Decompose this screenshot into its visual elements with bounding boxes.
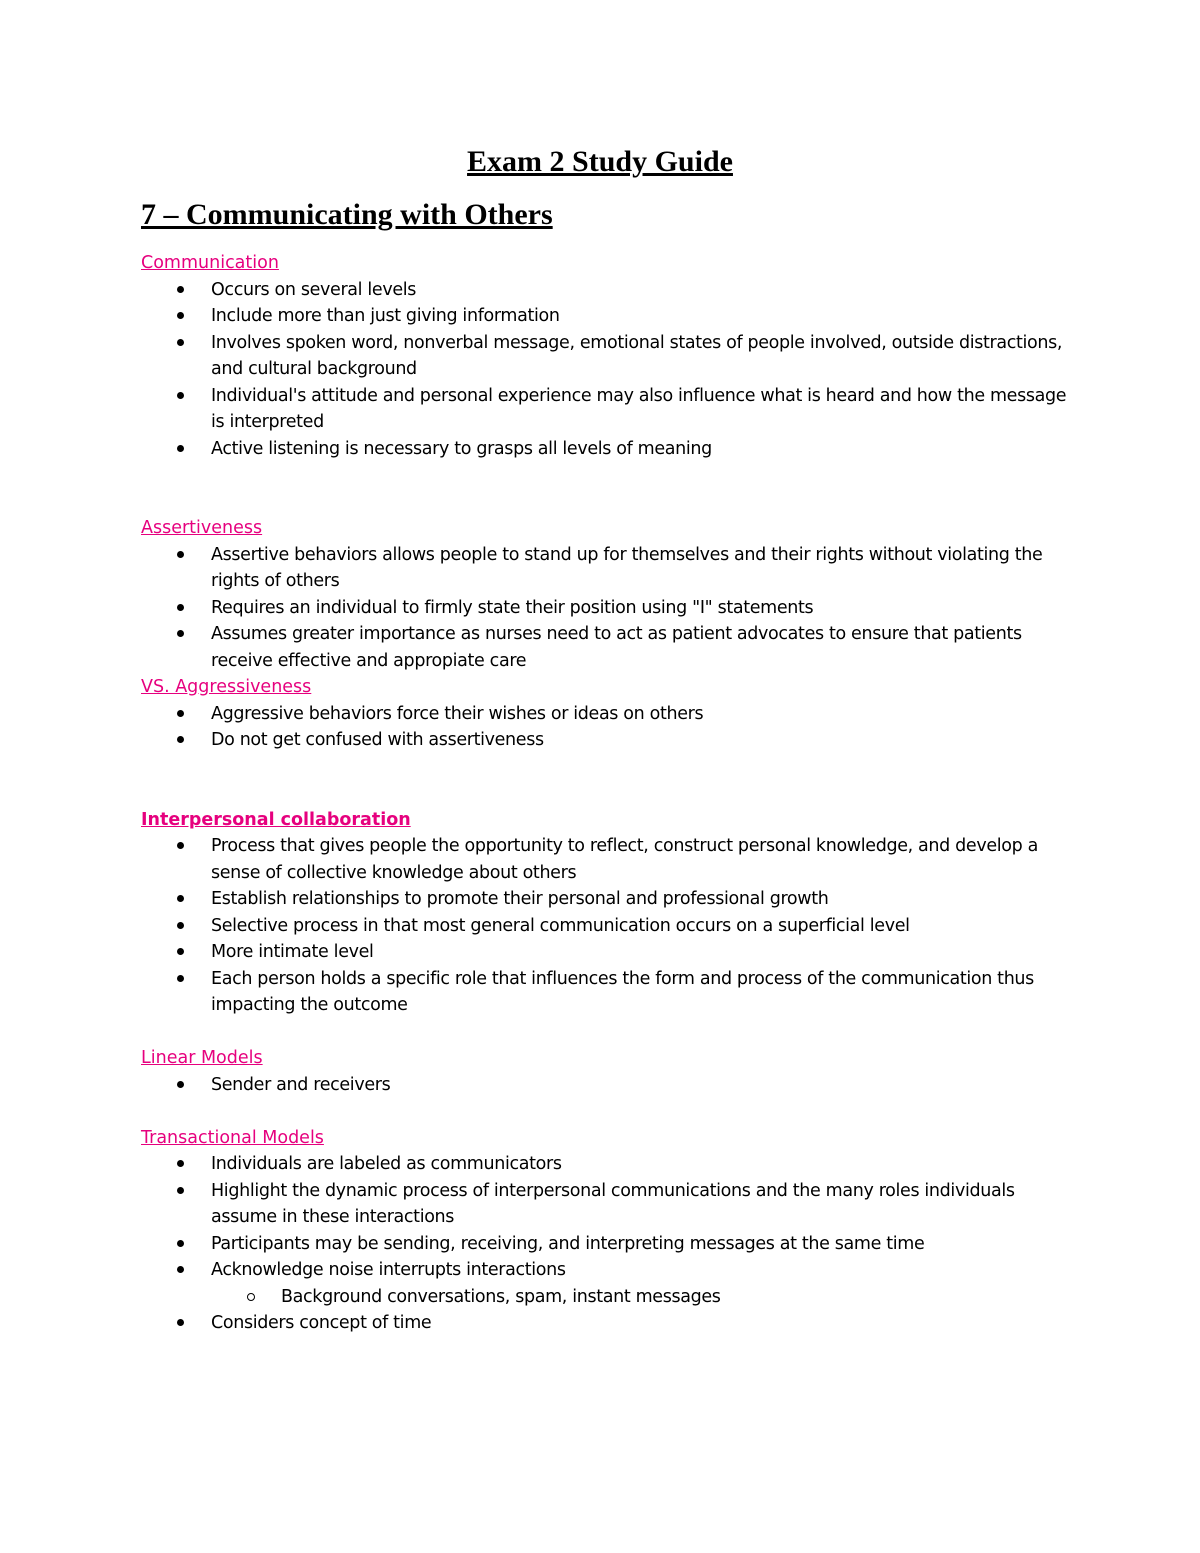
aggressiveness-list bbox=[141, 701, 1071, 754]
chapter-heading: 7 – Communicating with Others bbox=[141, 198, 553, 231]
list-item: Individual's attitude and personal experience may also influence what is heard and how the message is interpreted bbox=[141, 383, 1071, 436]
interpersonal-list bbox=[141, 833, 1071, 1019]
transactional-list bbox=[141, 1151, 1071, 1337]
assertiveness-list bbox=[141, 542, 1071, 675]
section-heading-interpersonal: Interpersonal collaboration bbox=[141, 809, 411, 830]
transactional-sub-list bbox=[211, 1284, 1071, 1311]
list-item: Highlight the dynamic process of interpersonal communications and the many roles individuals assume in these interactions bbox=[141, 1178, 1071, 1231]
list-item: Establish relationships to promote their personal and professional growth bbox=[141, 886, 1071, 913]
section-heading-communication: Communication bbox=[141, 253, 279, 273]
linear-list bbox=[141, 1072, 1071, 1099]
list-item: Acknowledge noise interrupts interactions bbox=[141, 1257, 1071, 1284]
list-item: Requires an individual to firmly state their position using "I" statements bbox=[141, 595, 1071, 622]
list-item: Active listening is necessary to grasps all levels of meaning bbox=[141, 436, 1071, 463]
document-content bbox=[141, 250, 1071, 1337]
list-item: Considers concept of time bbox=[141, 1310, 1071, 1337]
communication-list bbox=[141, 277, 1071, 463]
list-item: More intimate level bbox=[141, 939, 1071, 966]
list-item: Aggressive behaviors force their wishes or ideas on others bbox=[141, 701, 1071, 728]
spacer bbox=[141, 754, 1071, 807]
list-item: Include more than just giving information bbox=[141, 303, 1071, 330]
list-item: Selective process in that most general communication occurs on a superficial level bbox=[141, 913, 1071, 940]
section-heading-transactional: Transactional Models bbox=[141, 1127, 324, 1148]
list-item: Each person holds a specific role that influences the form and process of the communication thus impacting the outcome bbox=[141, 966, 1071, 1019]
section-heading-assertiveness: Assertiveness bbox=[141, 518, 263, 538]
list-item: Process that gives people the opportunity to reflect, construct personal knowledge, and develop a sense of collective knowledge about others bbox=[141, 833, 1071, 886]
section-heading-aggressiveness: VS. Aggressiveness bbox=[141, 677, 312, 697]
list-item: Involves spoken word, nonverbal message, emotional states of people involved, outside distractions, and cultural background bbox=[141, 330, 1071, 383]
list-item: Assertive behaviors allows people to stand up for themselves and their rights without violating the rights of others bbox=[141, 542, 1071, 595]
spacer bbox=[141, 1019, 1071, 1046]
list-item: Do not get confused with assertiveness bbox=[141, 727, 1071, 754]
sub-list-item: Background conversations, spam, instant messages bbox=[211, 1284, 1071, 1311]
list-item: Sender and receivers bbox=[141, 1072, 1071, 1099]
list-item: Assumes greater importance as nurses need to act as patient advocates to ensure that patients receive effective and appropiate care bbox=[141, 621, 1071, 674]
section-heading-linear: Linear Models bbox=[141, 1048, 263, 1068]
list-item: Participants may be sending, receiving, and interpreting messages at the same time bbox=[141, 1231, 1071, 1258]
document-title: Exam 2 Study Guide bbox=[467, 145, 733, 178]
spacer bbox=[141, 1098, 1071, 1125]
list-item: Individuals are labeled as communicators bbox=[141, 1151, 1071, 1178]
sub-list-container bbox=[141, 1284, 1071, 1311]
spacer bbox=[141, 462, 1071, 515]
list-item: Occurs on several levels bbox=[141, 277, 1071, 304]
